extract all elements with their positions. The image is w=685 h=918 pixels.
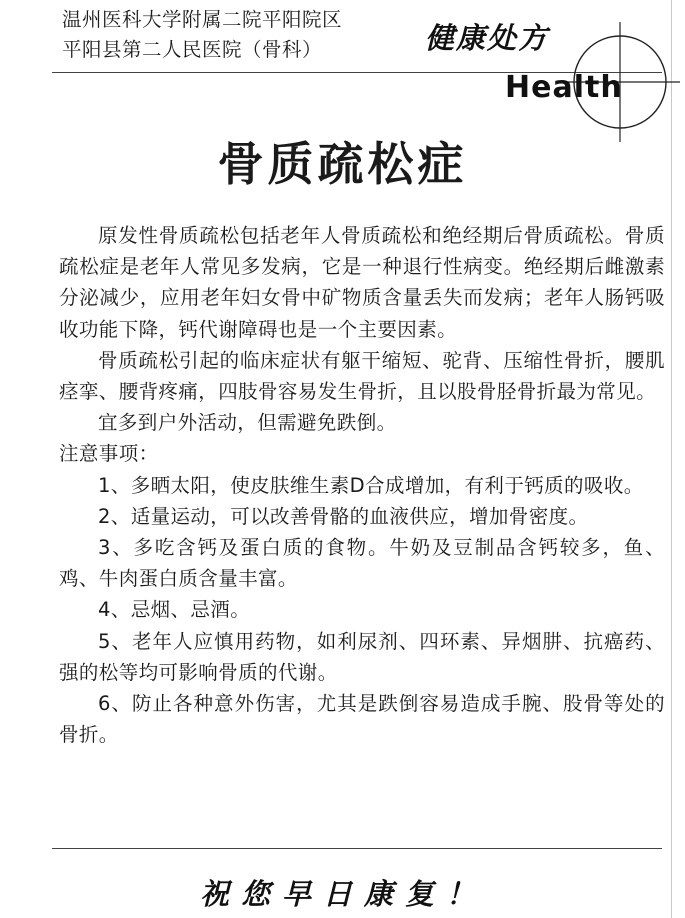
note-item-2: 2、适量运动，可以改善骨骼的血液供应，增加骨密度。 bbox=[98, 504, 589, 528]
paragraph-symptoms: 骨质疏松引起的临床症状有躯干缩短、驼背、压缩性骨折，腰肌痉挛、腰背疼痛，四肢骨容易发生骨折，且以股骨胫骨折最为常见。 bbox=[59, 348, 665, 404]
note-item-1: 1、多晒太阳，使皮肤维生素D合成增加，有利于钙质的吸收。 bbox=[98, 473, 644, 497]
article-body bbox=[59, 220, 665, 750]
note-item-3: 3、多吃含钙及蛋白质的食物。牛奶及豆制品含钙较多，鱼、鸡、牛肉蛋白质含量丰富。 bbox=[59, 536, 665, 591]
hospital-name-line2: 平阳县第二人民医院（骨科） bbox=[62, 38, 323, 61]
brand-health-word: Health bbox=[505, 70, 623, 105]
hospital-name-line1: 温州医科大学附属二院平阳院区 bbox=[62, 8, 343, 31]
page-title: 骨质疏松症 bbox=[217, 137, 468, 191]
note-item-5: 5、老年人应慎用药物，如利尿剂、四环素、异烟肼、抗癌药、强的松等均可影响骨质的代谢。 bbox=[59, 629, 665, 684]
notes-heading: 注意事项： bbox=[59, 442, 159, 466]
note-item-6: 6、防止各种意外伤害，尤其是跌倒容易造成手腕、股骨等处的骨折。 bbox=[59, 692, 665, 747]
paragraph-intro: 原发性骨质疏松包括老年人骨质疏松和绝经期后骨质疏松。骨质疏松症是老年人常见多发病，它是一种退行性病变。绝经期后雌激素分泌减少，应用老年妇女骨中矿物质含量丢失而发病；老年人肠钙吸收功能下降，钙代谢障碍也是一个主要因素。 bbox=[59, 224, 665, 341]
footer-divider bbox=[52, 848, 662, 849]
paragraph-advice: 宜多到户外活动，但需避免跌倒。 bbox=[98, 411, 397, 435]
note-item-4: 4、忌烟、忌酒。 bbox=[98, 598, 251, 622]
farewell-message: 祝您早日康复！ bbox=[200, 877, 488, 911]
brand-title: 健康处方 bbox=[425, 21, 550, 55]
